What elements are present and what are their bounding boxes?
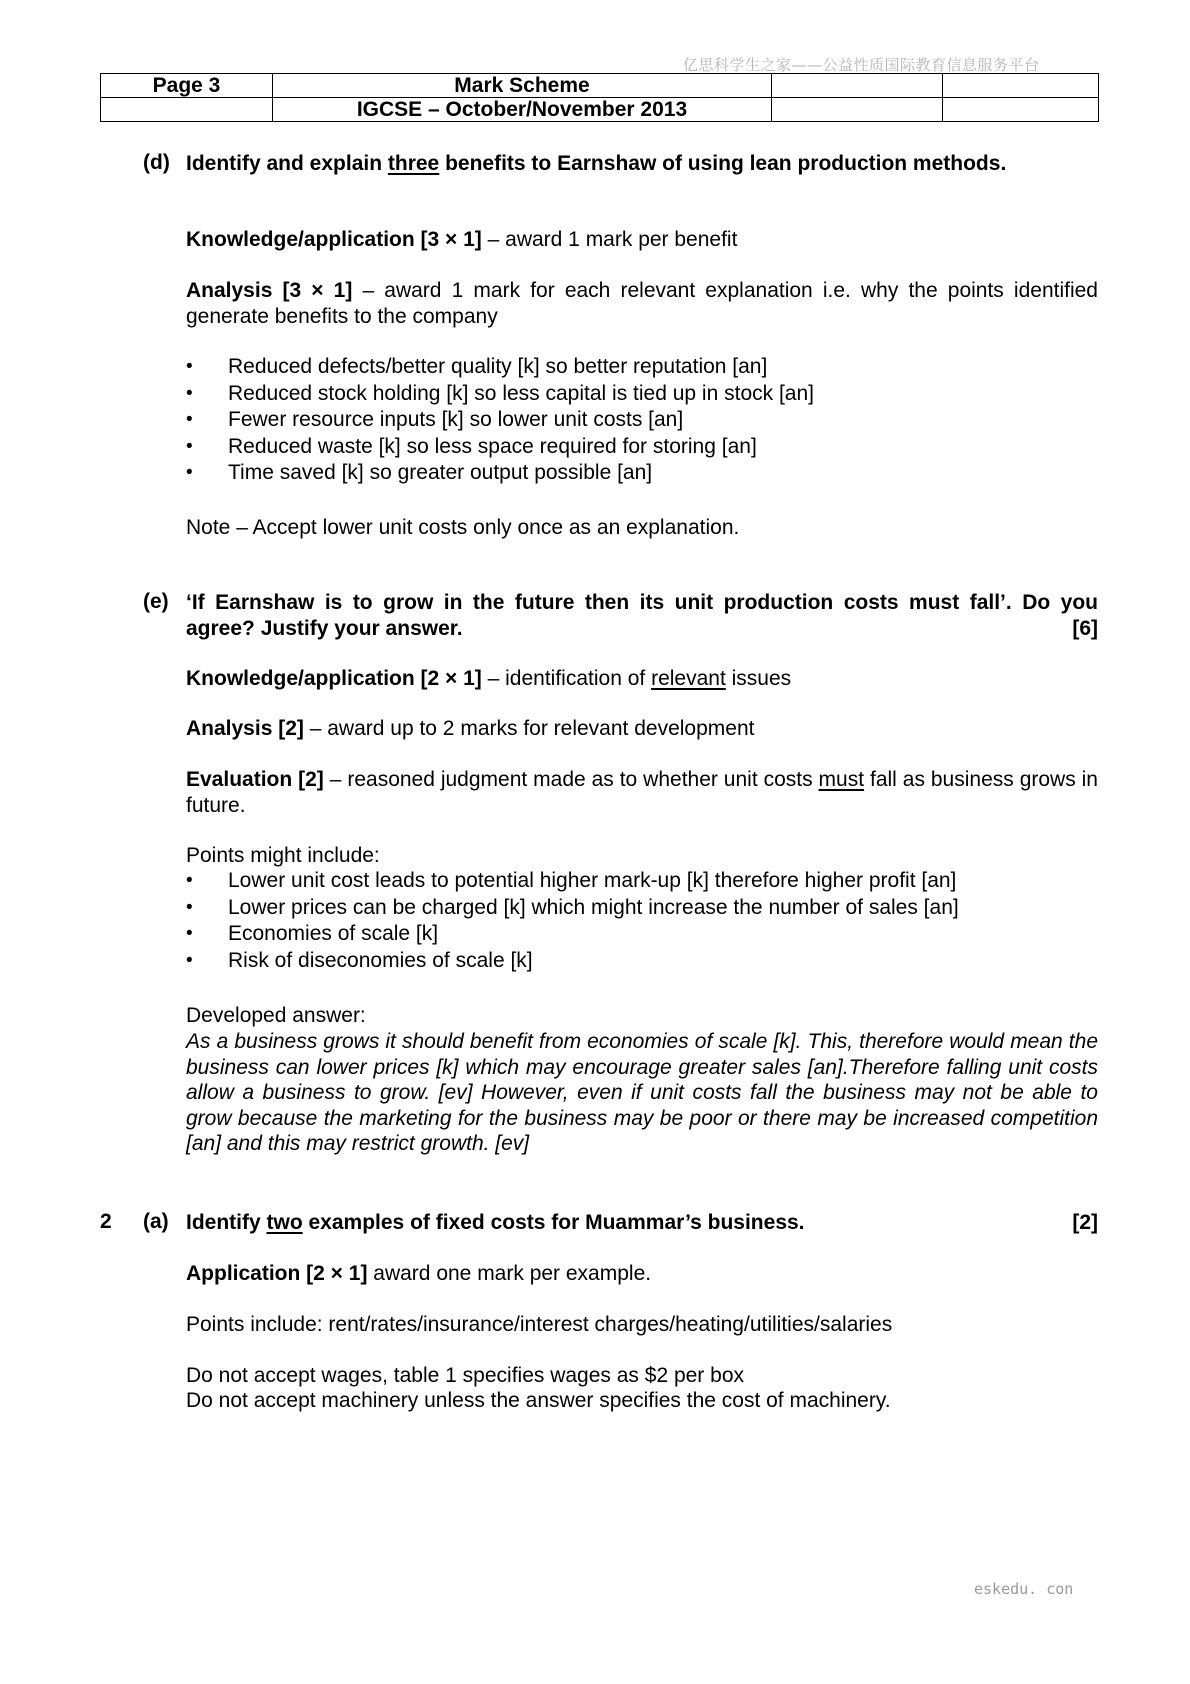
note-text: Note – Accept lower unit costs only once as an explanation.	[186, 516, 740, 539]
question-2a-text: Identify two examples of fixed costs for Muammar’s business. [2]	[186, 1211, 1098, 1234]
evaluation-criterion: Evaluation [2] – reasoned judgment made as to whether unit costs must fall as business grows in future.	[186, 768, 1098, 817]
header-empty-cell	[772, 98, 943, 122]
list-item: • Fewer resource inputs [k] so lower unit costs [an]	[186, 407, 1098, 434]
points-text: Points include: rent/rates/insurance/interest charges/heating/utilities/salaries	[186, 1313, 893, 1336]
analysis-criterion: Analysis [3 × 1] – award 1 mark for each relevant explanation i.e. why the points identified generate benefits to the company	[186, 279, 1098, 328]
knowledge-criterion: Knowledge/application [3 × 1] – award 1 mark per benefit	[186, 228, 738, 251]
header-title: Mark Scheme	[273, 74, 772, 98]
question-number: 2	[100, 1210, 112, 1233]
marks-label: [2]	[1072, 1211, 1098, 1234]
note-text: Do not accept wages, table 1 specifies wages as $2 per box	[186, 1364, 744, 1387]
question-part-label: (e)	[143, 590, 169, 613]
developed-answer-text: As a business grows it should benefit from economies of scale [k]. This, therefore would mean the business can lower prices [k] which may encourage greater sales [an].Therefore falling unit costs allow a business to grow. [ev] However, even if unit costs fall the business may not be able to grow because the marketing for the business may be poor or there may be increased competition [an] and this may restrict growth. [ev]	[186, 1030, 1098, 1155]
application-criterion: Application [2 × 1] award one mark per example.	[186, 1262, 652, 1285]
list-item: • Reduced defects/better quality [k] so better reputation [an]	[186, 354, 1098, 381]
header-empty-cell	[943, 74, 1099, 98]
header-table	[100, 73, 1099, 122]
marks-label: [6]	[1072, 616, 1098, 640]
page-number: Page 3	[101, 74, 273, 98]
knowledge-criterion: Knowledge/application [2 × 1] – identification of relevant issues	[186, 667, 792, 690]
header-empty-cell	[943, 98, 1099, 122]
benefits-list	[186, 354, 1098, 487]
developed-answer-label: Developed answer:	[186, 1004, 366, 1027]
list-item: • Economies of scale [k]	[186, 921, 1098, 948]
question-part-label: (a)	[143, 1210, 169, 1233]
list-item: • Lower prices can be charged [k] which might increase the number of sales [an]	[186, 895, 1098, 922]
list-item: • Time saved [k] so greater output possible [an]	[186, 460, 1098, 487]
points-list	[186, 868, 1098, 974]
watermark-bottom: eskedu. con	[974, 1580, 1074, 1598]
note-text: Do not accept machinery unless the answer specifies the cost of machinery.	[186, 1389, 891, 1412]
list-item: • Reduced waste [k] so less space required for storing [an]	[186, 434, 1098, 461]
list-item: • Risk of diseconomies of scale [k]	[186, 948, 1098, 975]
list-item: • Lower unit cost leads to potential higher mark-up [k] therefore higher profit [an]	[186, 868, 1098, 895]
header-subtitle: IGCSE – October/November 2013	[273, 98, 772, 122]
header-empty-cell	[101, 98, 273, 122]
question-part-label: (d)	[143, 151, 170, 174]
question-1e-text: ‘If Earnshaw is to grow in the future then its unit production costs must fall’. Do you agree? Justify your answer. [6]	[186, 591, 1098, 640]
points-intro: Points might include:	[186, 844, 380, 867]
question-1d-text: Identify and explain three benefits to Earnshaw of using lean production methods.	[186, 152, 1007, 175]
watermark-top: 亿思科学生之家——公益性质国际教育信息服务平台	[683, 56, 1040, 74]
analysis-criterion: Analysis [2] – award up to 2 marks for relevant development	[186, 717, 755, 740]
list-item: • Reduced stock holding [k] so less capital is tied up in stock [an]	[186, 381, 1098, 408]
header-empty-cell	[772, 74, 943, 98]
